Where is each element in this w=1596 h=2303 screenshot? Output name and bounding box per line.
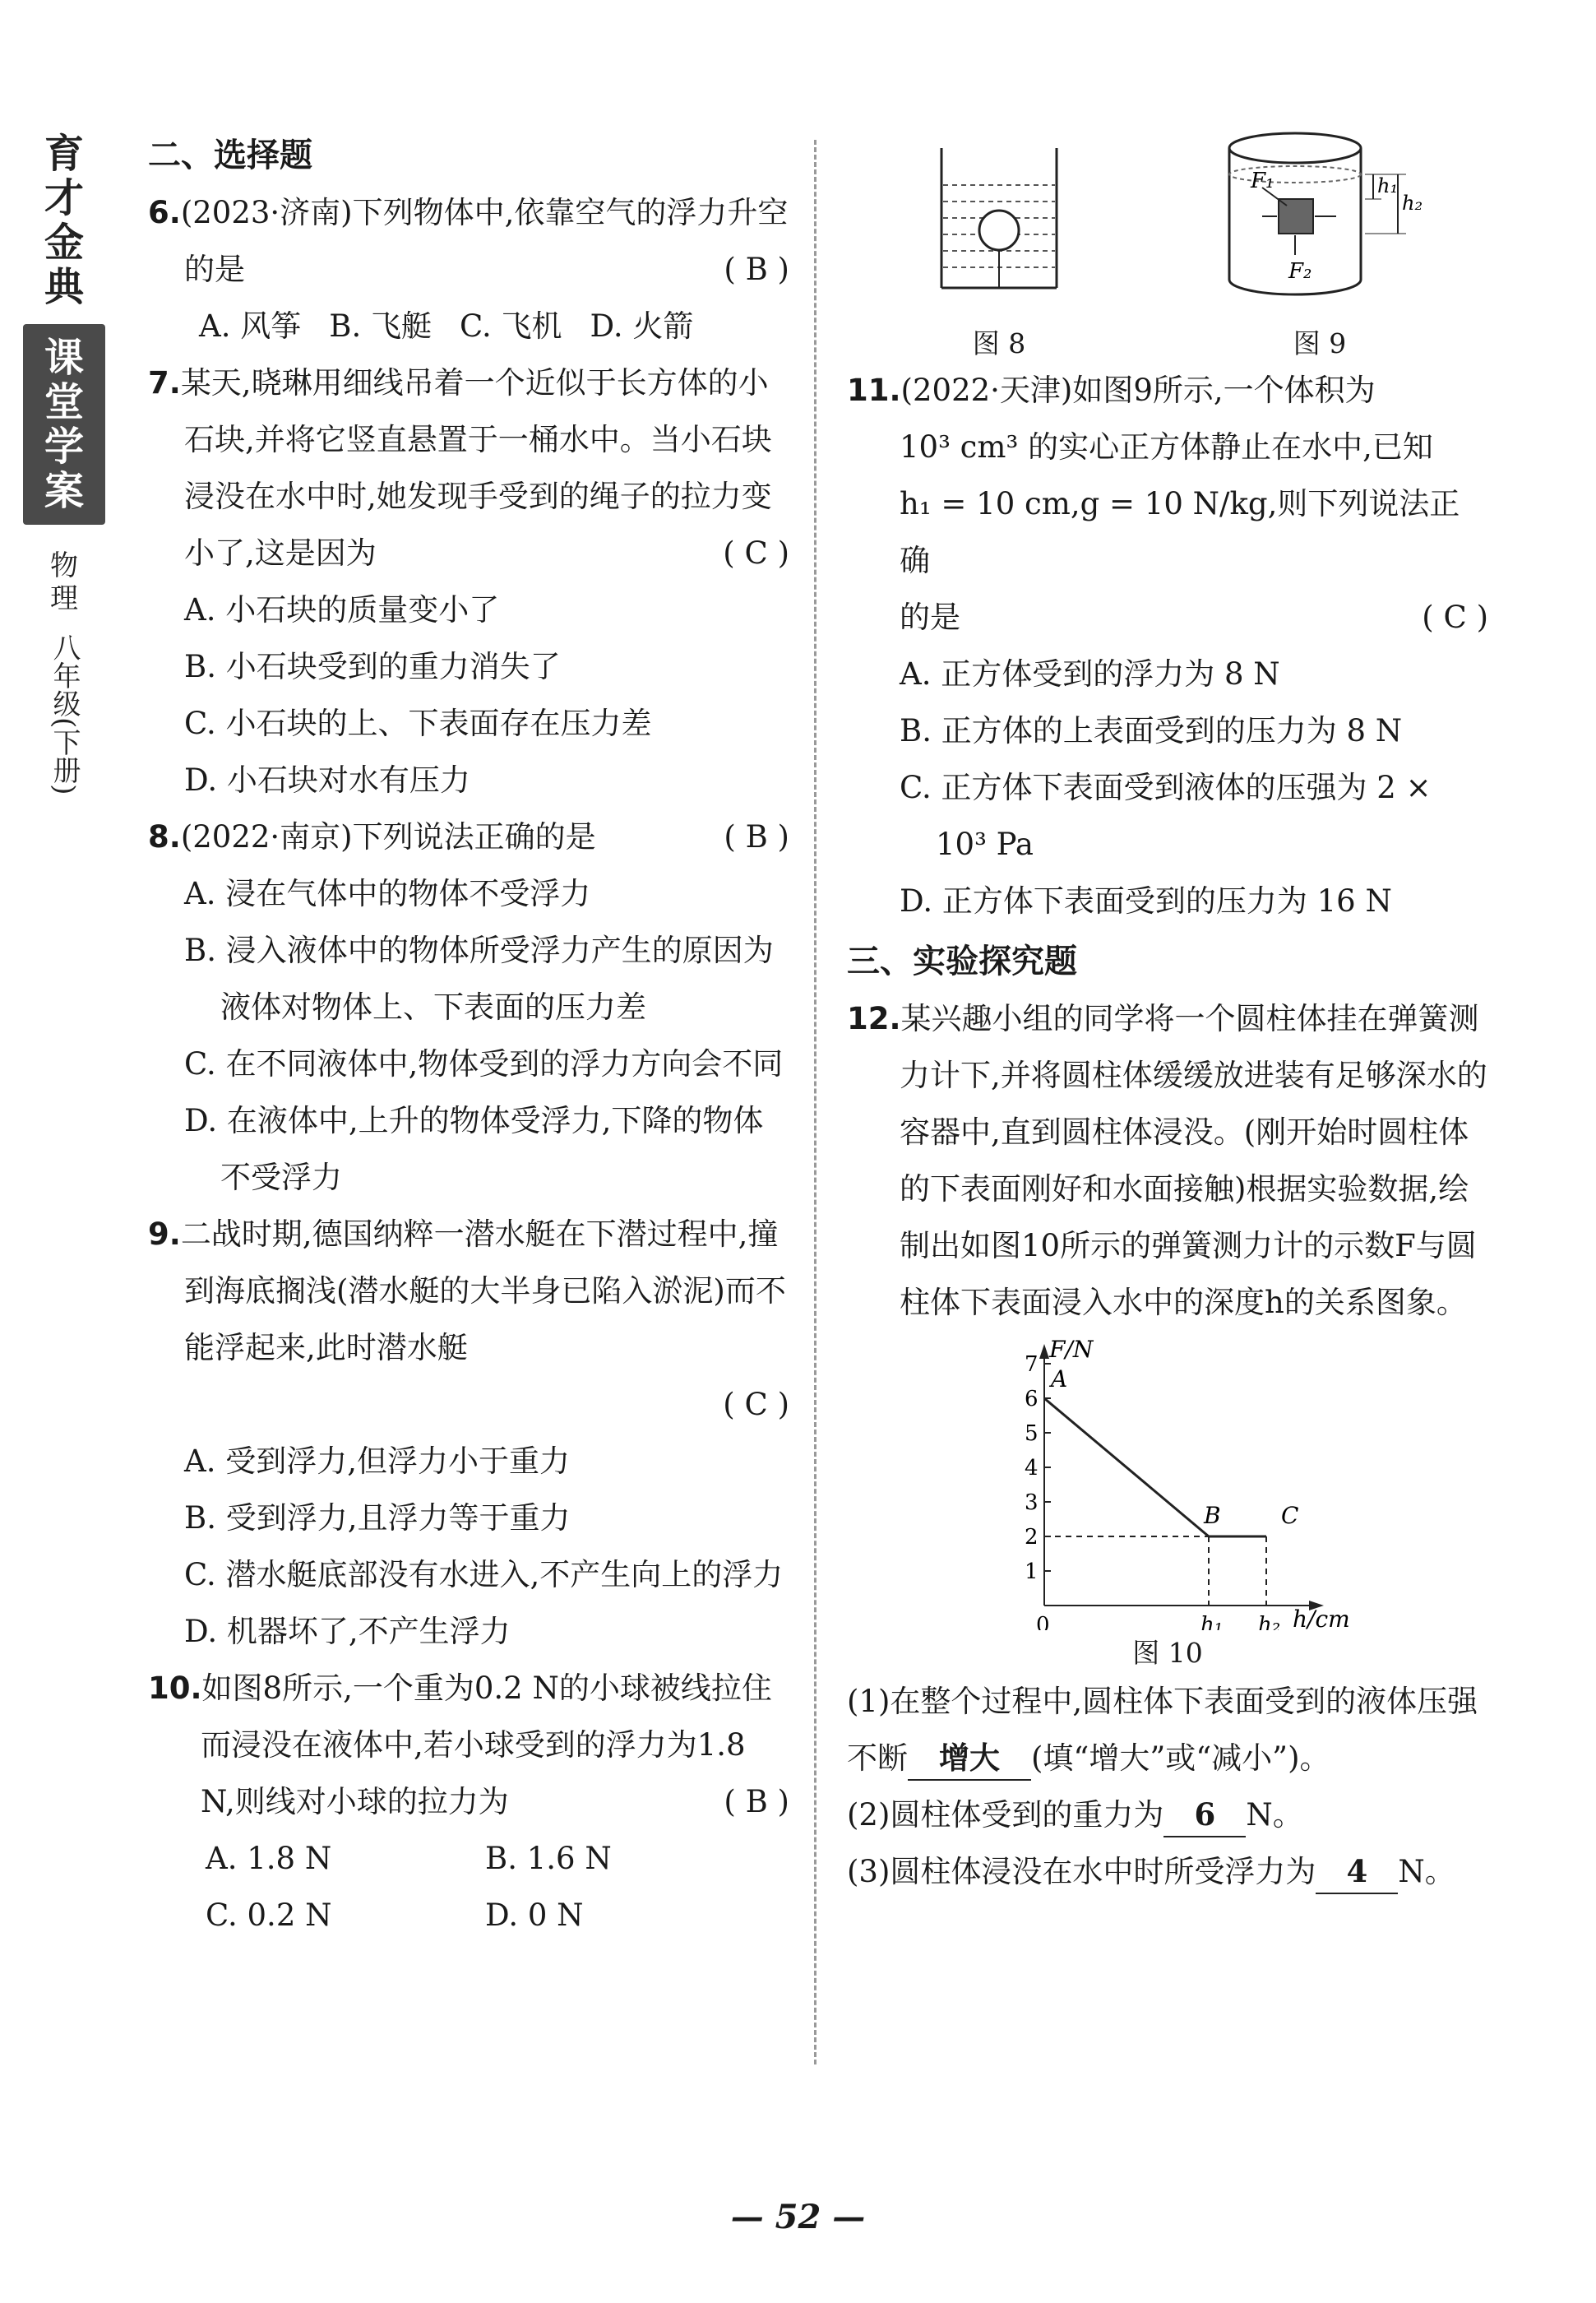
options-6 [148, 298, 789, 354]
option: D. 小石块对水有压力 [184, 762, 470, 798]
sub-question-text: (填“增大”或“减小”)。 [1031, 1740, 1330, 1776]
section-heading: 三、实验探究题 [847, 943, 1077, 980]
option: C. 0.2 N [206, 1898, 332, 1933]
question-11-end [847, 589, 1488, 646]
option: B. 小石块受到的重力消失了 [184, 649, 561, 684]
column-divider [814, 140, 817, 2064]
sub-question-text: (1)在整个过程中,圆柱体下表面受到的液体压强不断 [847, 1684, 1478, 1776]
option: D. 机器坏了,不产生浮力 [184, 1614, 511, 1649]
option: A. 受到浮力,但浮力小于重力 [184, 1443, 571, 1479]
option: A. 1.8 N [206, 1841, 332, 1876]
answer-blank: 6 [1163, 1793, 1246, 1837]
force-depth-chart [987, 1334, 1349, 1630]
x-tick-label: h₂ [1258, 1613, 1281, 1630]
right-column [847, 123, 1488, 1900]
figures-8-9 [847, 123, 1488, 362]
point-label: A [1051, 1365, 1068, 1392]
option: C. 在不同液体中,物体受到的浮力方向会不同 [184, 1046, 784, 1082]
figure-10 [847, 1334, 1488, 1670]
question-text: 某天,晓琳用细线吊着一个近似于长方体的小石块,并将它竖直悬置于一桶水中。当小石块浸没在水中时,她发现手受到的绳子的拉力变小了,这是因为 [180, 365, 772, 571]
question-text: h₁ = 10 cm,g = 10 N/kg,则下列说法正确 [900, 486, 1460, 578]
brand-char: 才 [44, 175, 84, 221]
question-7 [148, 354, 789, 582]
brand-logo [23, 132, 105, 309]
y-tick-label: 6 [1025, 1387, 1039, 1411]
figure-8 [909, 123, 1089, 362]
answer-blank: 增大 [908, 1736, 1031, 1781]
cylinder-diagram [1213, 123, 1427, 321]
question-8 [148, 809, 789, 865]
option: B. 飞艇 [329, 308, 432, 344]
y-tick-label: 3 [1025, 1490, 1039, 1515]
subject-char: 物 [50, 549, 78, 582]
tag-char: 堂 [44, 379, 84, 425]
question-number: 8. [148, 819, 181, 855]
h2-label: h₂ [1402, 192, 1423, 215]
answer-mark: ( C ) [723, 1387, 789, 1422]
subject-label [23, 549, 105, 615]
question-9 [148, 1206, 789, 1376]
question-text: 二战时期,德国纳粹一潜水艇在下潜过程中,撞到海底搁浅(潜水艇的大半身已陷入淤泥)而不能浮起来,此时潜水艇 [180, 1216, 786, 1365]
tag-char: 课 [44, 335, 84, 381]
option: D. 正方体下表面受到的压力为 16 N [900, 883, 1392, 919]
page-number: — 52 — [730, 2198, 866, 2236]
y-tick-label: 1 [1025, 1559, 1039, 1584]
question-11 [847, 362, 1488, 419]
option: C. 小石块的上、下表面存在压力差 [184, 706, 652, 741]
option: A. 小石块的质量变小了 [184, 592, 500, 628]
f2-label: F₂ [1288, 259, 1312, 284]
figure-9 [1213, 123, 1427, 362]
brand-char: 典 [44, 264, 84, 310]
y-tick-label: 4 [1025, 1456, 1039, 1480]
question-text: (2022·南京)下列说法正确的是 [180, 819, 596, 855]
option: C. 正方体下表面受到液体的压强为 2 × 10³ Pa [900, 770, 1432, 862]
option: A. 正方体受到的浮力为 8 N [900, 656, 1280, 692]
answer-mark: ( B ) [724, 819, 789, 855]
x-tick-label: h₁ [1200, 1613, 1224, 1630]
grade-text: 八年级(下册) [48, 633, 81, 795]
question-number: 6. [148, 195, 181, 230]
y-tick-label: 5 [1025, 1421, 1039, 1446]
figure-caption: 图 9 [1293, 327, 1347, 359]
brand-char: 育 [44, 131, 84, 177]
y-tick-label: 7 [1025, 1352, 1039, 1377]
question-number: 7. [148, 365, 181, 401]
figure-caption: 图 10 [1132, 1637, 1203, 1669]
option: B. 浸入液体中的物体所受浮力产生的原因为液体对物体上、下表面的压力差 [184, 933, 774, 1025]
options-10 [148, 1830, 789, 1944]
sub-question-2 [847, 1786, 1488, 1843]
y-axis-arrow [1039, 1344, 1049, 1359]
question-text: (2023·济南)下列物体中,依靠空气的浮力升空的是 [180, 195, 789, 287]
series-line [1044, 1398, 1266, 1536]
question-text: (2022·天津)如图9所示,一个体积为 [900, 373, 1376, 408]
question-text: 的是 [900, 600, 960, 635]
question-10 [148, 1660, 789, 1830]
option: B. 1.6 N [485, 1841, 612, 1876]
tag-char: 案 [44, 468, 84, 514]
question-number: 11. [847, 373, 901, 408]
sub-question-text: N。 [1398, 1854, 1455, 1889]
sub-question-text: (3)圆柱体浸没在水中时所受浮力为 [847, 1854, 1316, 1889]
option: A. 风筝 [199, 308, 302, 344]
x-axis-label: h/cm [1293, 1606, 1349, 1630]
question-12 [847, 990, 1488, 1331]
sub-question-3 [847, 1843, 1488, 1900]
x-tick-label: 0 [1036, 1613, 1050, 1630]
option: B. 正方体的上表面受到的压力为 8 N [900, 713, 1403, 748]
f1-label: F₁ [1251, 169, 1274, 193]
series-tag [23, 324, 105, 525]
left-column [148, 123, 789, 1944]
question-text: 某兴趣小组的同学将一个圆柱体挂在弹簧测力计下,并将圆柱体缓缓放进装有足够深水的容器中,直到圆柱体浸没。(刚开始时圆柱体的下表面刚好和水面接触)根据实验数据,绘制出如图10所示的弹簧测力计的示数F与圆柱体下表面浸入水中的深度h的关系图象。 [900, 1001, 1487, 1320]
y-axis-label: F/N [1049, 1336, 1094, 1363]
question-number: 9. [148, 1216, 181, 1252]
answer-mark: ( C ) [1422, 600, 1488, 635]
sidebar [23, 132, 105, 795]
question-text: 10³ cm³ 的实心正方体静止在水中,已知 [900, 429, 1433, 465]
tag-char: 学 [44, 424, 84, 470]
answer-row-9 [148, 1376, 789, 1433]
point-label: B [1204, 1502, 1221, 1529]
answer-blank: 4 [1316, 1850, 1398, 1894]
question-number: 10. [148, 1670, 202, 1706]
option: C. 潜水艇底部没有水进入,不产生向上的浮力 [184, 1557, 784, 1592]
option: B. 受到浮力,且浮力等于重力 [184, 1500, 571, 1536]
subject-char: 理 [50, 582, 78, 615]
y-tick-label: 2 [1025, 1525, 1039, 1550]
answer-mark: ( B ) [724, 1784, 789, 1819]
sub-question-1 [847, 1673, 1488, 1786]
point-label: C [1281, 1502, 1299, 1529]
brand-char: 金 [44, 220, 84, 266]
sub-question-text: N。 [1246, 1797, 1303, 1833]
option: C. 飞机 [459, 308, 562, 344]
answer-mark: ( C ) [723, 535, 789, 571]
question-text: 如图8所示,一个重为0.2 N的小球被线拉住而浸没在液体中,若小球受到的浮力为1.8 N,则线对小球的拉力为 [201, 1670, 772, 1819]
figure-caption: 图 8 [972, 327, 1026, 359]
option: D. 在液体中,上升的物体受浮力,下降的物体不受浮力 [184, 1103, 764, 1195]
answer-mark: ( B ) [724, 252, 789, 287]
option: A. 浸在气体中的物体不受浮力 [184, 876, 591, 911]
grade-label [48, 633, 81, 795]
sub-question-text: (2)圆柱体受到的重力为 [847, 1797, 1164, 1833]
section-heading: 二、选择题 [148, 137, 312, 174]
question-number: 12. [847, 1001, 901, 1036]
beaker-diagram [909, 123, 1089, 321]
option: D. 火箭 [590, 308, 694, 344]
question-6 [148, 184, 789, 298]
h1-label: h₁ [1377, 174, 1399, 197]
option: D. 0 N [485, 1898, 584, 1933]
